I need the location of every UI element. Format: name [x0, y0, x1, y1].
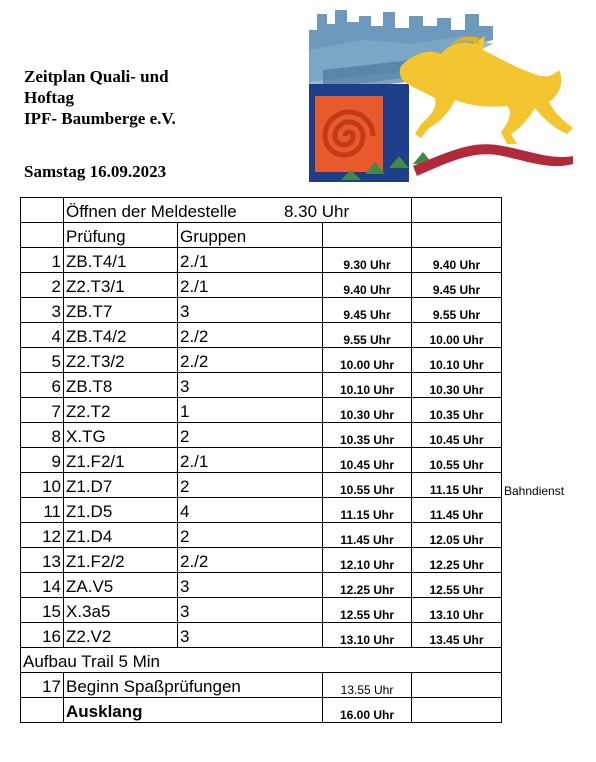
row-pruefung: Z2.T2	[64, 398, 178, 423]
row-pruefung: Z1.F2/1	[64, 448, 178, 473]
row-end-time: 9.45 Uhr	[412, 273, 502, 298]
row-end-time: 12.55 Uhr	[412, 573, 502, 598]
row-gruppe: 3	[178, 623, 323, 648]
row-pruefung: Z2.V2	[64, 623, 178, 648]
row-end-time: 10.35 Uhr	[412, 398, 502, 423]
row-end-time: 11.15 Uhr	[412, 473, 502, 498]
row-number: 14	[21, 573, 64, 598]
row-gruppe: 2./2	[178, 323, 323, 348]
time-end-cell	[412, 698, 502, 723]
row-start-time: 11.15 Uhr	[323, 498, 412, 523]
row-gruppe: 2	[178, 423, 323, 448]
time-end-cell	[412, 673, 502, 698]
row-end-time: 12.05 Uhr	[412, 523, 502, 548]
row-end-time: 12.25 Uhr	[412, 548, 502, 573]
table-row	[21, 523, 587, 548]
row-gruppe: 3	[178, 373, 323, 398]
row-end-time: 13.45 Uhr	[412, 623, 502, 648]
event-date: Samstag 16.09.2023	[24, 162, 167, 181]
row-start-time: 12.25 Uhr	[323, 573, 412, 598]
table-row	[21, 473, 587, 498]
table-row	[21, 248, 587, 273]
row-start-time: 10.30 Uhr	[323, 398, 412, 423]
row-start-time: 11.45 Uhr	[323, 523, 412, 548]
row-start-time: 9.30 Uhr	[323, 248, 412, 273]
row-pruefung: X.3a5	[64, 598, 178, 623]
row-end-time: 10.30 Uhr	[412, 373, 502, 398]
open-registration-label: Öffnen der Meldestelle	[66, 202, 237, 221]
break-row	[21, 648, 587, 673]
row-gruppe: 2./2	[178, 348, 323, 373]
row-start-time: 10.35 Uhr	[323, 423, 412, 448]
row-gruppe: 3	[178, 598, 323, 623]
row-gruppe: 2./2	[178, 548, 323, 573]
break-label: Aufbau Trail 5 Min	[21, 648, 502, 673]
row-pruefung: ZB.T7	[64, 298, 178, 323]
row-gruppe: 2	[178, 473, 323, 498]
row-number: 16	[21, 623, 64, 648]
row-start-time: 9.40 Uhr	[323, 273, 412, 298]
row-number: 12	[21, 523, 64, 548]
fun-label: Beginn Spaßprüfungen	[64, 673, 323, 698]
row-gruppe: 2./1	[178, 448, 323, 473]
table-header-row	[21, 223, 587, 248]
club-logo	[303, 10, 578, 185]
row-gruppe: 4	[178, 498, 323, 523]
row-end-time: 9.40 Uhr	[412, 248, 502, 273]
row-pruefung: ZA.V5	[64, 573, 178, 598]
time-end-cell	[412, 223, 502, 248]
table-row	[21, 273, 587, 298]
open-registration-time: 8.30 Uhr	[283, 202, 350, 221]
table-row	[21, 448, 587, 473]
row-number: 5	[21, 348, 64, 373]
row-number: 4	[21, 323, 64, 348]
row-start-time: 9.55 Uhr	[323, 323, 412, 348]
row-pruefung: ZB.T8	[64, 373, 178, 398]
table-row	[21, 398, 587, 423]
row-number: 1	[21, 248, 64, 273]
table-row	[21, 423, 587, 448]
row-start-time: 10.45 Uhr	[323, 448, 412, 473]
table-row	[21, 373, 587, 398]
row-gruppe: 1	[178, 398, 323, 423]
row-pruefung: Z2.T3/1	[64, 273, 178, 298]
row-gruppe: 2./1	[178, 248, 323, 273]
row-number: 11	[21, 498, 64, 523]
row-end-time: 11.45 Uhr	[412, 498, 502, 523]
row-number: 8	[21, 423, 64, 448]
row-pruefung: Z1.D4	[64, 523, 178, 548]
table-row	[21, 298, 587, 323]
fun-row	[21, 673, 587, 698]
num-cell	[21, 198, 64, 223]
row-number: 10	[21, 473, 64, 498]
row-end-time: 13.10 Uhr	[412, 598, 502, 623]
row-gruppe: 2	[178, 523, 323, 548]
title-line-3: IPF- Baumberge e.V.	[24, 109, 176, 128]
num-cell	[21, 223, 64, 248]
row-start-time: 10.00 Uhr	[323, 348, 412, 373]
row-number: 15	[21, 598, 64, 623]
row-number: 2	[21, 273, 64, 298]
row-gruppe: 2./1	[178, 273, 323, 298]
title-line-2: Hoftag	[24, 88, 75, 107]
table-row	[21, 548, 587, 573]
row-pruefung: ZB.T4/1	[64, 248, 178, 273]
row-start-time: 13.10 Uhr	[323, 623, 412, 648]
end-row	[21, 698, 587, 723]
end-time: 16.00 Uhr	[323, 698, 412, 723]
row-end-time: 10.45 Uhr	[412, 423, 502, 448]
table-row	[21, 323, 587, 348]
row-pruefung: Z1.D5	[64, 498, 178, 523]
schedule-table	[20, 197, 587, 723]
row-number: 6	[21, 373, 64, 398]
row-number: 3	[21, 298, 64, 323]
schedule-rows	[21, 248, 587, 648]
table-row	[21, 498, 587, 523]
row-pruefung: Z1.D7	[64, 473, 178, 498]
row-pruefung: ZB.T4/2	[64, 323, 178, 348]
row-end-time: 9.55 Uhr	[412, 298, 502, 323]
row-note: Bahndienst	[504, 483, 565, 498]
column-header-gruppen: Gruppen	[178, 223, 323, 248]
row-number: 9	[21, 448, 64, 473]
table-row	[21, 198, 587, 223]
row-pruefung: Z2.T3/2	[64, 348, 178, 373]
row-end-time: 10.00 Uhr	[412, 323, 502, 348]
row-start-time: 10.10 Uhr	[323, 373, 412, 398]
schedule-title	[24, 66, 264, 129]
end-label: Ausklang	[64, 698, 323, 723]
fun-num: 17	[21, 673, 64, 698]
row-end-time: 10.55 Uhr	[412, 448, 502, 473]
title-line-1: Zeitplan Quali- und	[24, 67, 169, 86]
row-pruefung: X.TG	[64, 423, 178, 448]
table-row	[21, 348, 587, 373]
row-start-time: 12.10 Uhr	[323, 548, 412, 573]
row-number: 13	[21, 548, 64, 573]
table-row	[21, 623, 587, 648]
row-gruppe: 3	[178, 298, 323, 323]
row-number: 7	[21, 398, 64, 423]
column-header-pruefung: Prüfung	[64, 223, 178, 248]
row-pruefung: Z1.F2/2	[64, 548, 178, 573]
table-row	[21, 598, 587, 623]
fun-time: 13.55 Uhr	[323, 673, 412, 698]
row-start-time: 10.55 Uhr	[323, 473, 412, 498]
row-start-time: 12.55 Uhr	[323, 598, 412, 623]
num-cell	[21, 698, 64, 723]
row-end-time: 10.10 Uhr	[412, 348, 502, 373]
time-end-cell	[412, 198, 502, 223]
table-row	[21, 573, 587, 598]
row-gruppe: 3	[178, 573, 323, 598]
row-start-time: 9.45 Uhr	[323, 298, 412, 323]
time-start-cell	[323, 223, 412, 248]
open-registration-cell	[64, 198, 412, 223]
